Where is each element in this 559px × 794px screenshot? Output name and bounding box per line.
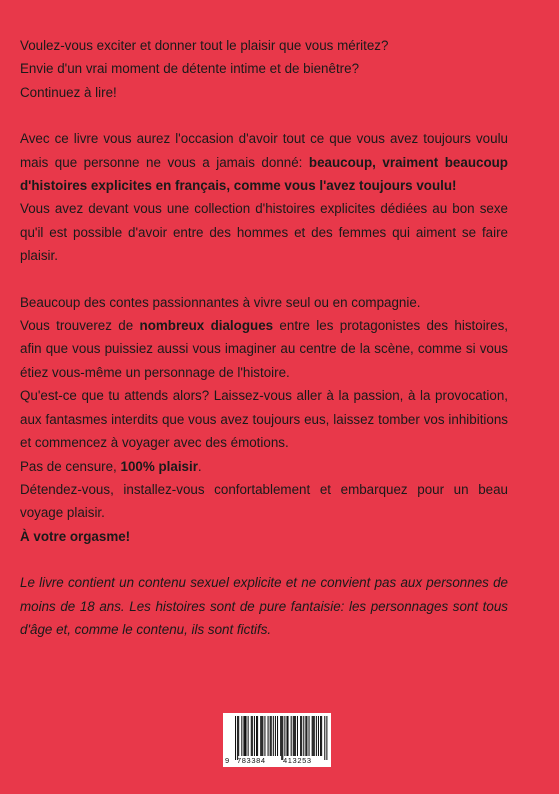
age-disclaimer: Le livre contient un contenu sexuel explicite et ne convient pas aux personnes de moins de 18 ans. Les histoires sont de pure fantaisie: les personnages sont tous d'âge et, comme le contenu, ils sont fictifs. <box>20 575 508 637</box>
collection-paragraph: Vous avez devant vous une collection d'histoires explicites dédiées au bon sexe qu'il est possible d'avoir entre des hommes et des femmes qui aiment se faire plaisir. <box>20 201 508 264</box>
barcode-bar <box>301 716 302 756</box>
barcode-bar <box>277 716 278 756</box>
dialogues-paragraph <box>20 314 508 384</box>
offer-highlight: beaucoup, vraiment beaucoup d'histoires explicites en français, comme vous l'avez toujours voulu! <box>20 154 508 194</box>
barcode-bar <box>254 716 255 756</box>
censure-highlight: 100% plaisir <box>120 458 198 474</box>
barcode-bar <box>284 716 285 756</box>
barcode-bar <box>288 716 289 756</box>
barcode-bar <box>237 716 238 760</box>
barcode-bar <box>320 716 321 756</box>
barcode-bar <box>303 716 304 756</box>
censure-text-a: Pas de censure, <box>20 458 121 474</box>
barcode-bar <box>316 716 317 756</box>
barcode-bar <box>257 716 258 756</box>
barcode-bar <box>321 716 322 756</box>
barcode-bar <box>256 716 257 756</box>
barcode-bar <box>309 716 310 756</box>
barcode-bar <box>268 716 269 756</box>
barcode-bar <box>293 716 294 756</box>
closing-highlight: À votre orgasme! <box>20 528 131 544</box>
barcode-bar <box>324 716 325 760</box>
dialogues-text-a: Vous trouverez de <box>20 318 140 334</box>
barcode-bar <box>273 716 274 756</box>
barcode-bar <box>280 716 281 756</box>
offer-text: Avec ce livre vous aurez l'occasion d'avoir tout ce que vous avez toujours voulu mais que personne ne vous a jamais donné: <box>20 131 508 170</box>
barcode-bar <box>326 716 327 760</box>
barcode-bar <box>251 716 252 756</box>
barcode-bar <box>264 716 265 756</box>
censure-paragraph <box>20 455 508 478</box>
barcode-bar <box>241 716 242 756</box>
barcode-bar <box>248 716 249 756</box>
barcode-bar <box>314 716 315 756</box>
barcode-bar <box>252 716 253 756</box>
barcode-bar <box>238 716 239 756</box>
barcode-bar <box>270 716 271 756</box>
barcode-bar <box>312 716 313 756</box>
relax-paragraph: Détendez-vous, installez-vous confortablement et embarquez pour un beau voyage plaisir. <box>20 481 508 521</box>
barcode-bar <box>295 716 296 756</box>
barcode-bar <box>294 716 295 756</box>
barcode-bar <box>306 716 307 756</box>
barcode-bar <box>271 716 272 756</box>
offer-paragraph <box>20 127 508 197</box>
passion-paragraph: Qu'est-ce que tu attends alors? Laissez-vous aller à la passion, à la provocation, aux fantasmes interdits que vous avez toujours eus, laissez tomber vos inhibitions et commencez à voyager avec des émotions. <box>20 388 508 451</box>
intro-line-2: Envie d'un vrai moment de détente intime et de bienêtre? <box>20 61 360 77</box>
censure-text-b: . <box>197 458 202 474</box>
barcode-bar <box>318 716 319 756</box>
back-cover-text <box>20 34 508 641</box>
barcode-bar <box>291 716 292 756</box>
barcode-bar <box>244 716 245 756</box>
barcode-bar <box>300 716 301 756</box>
barcode-bar <box>246 716 247 756</box>
intro-line-1: Voulez-vous exciter et donner tout le plaisir que vous méritez? <box>20 38 389 53</box>
barcode-bar <box>313 716 314 756</box>
barcode-bar <box>286 716 287 756</box>
barcode-bar <box>297 716 298 756</box>
barcode-bar <box>243 716 244 756</box>
stories-paragraph: Beaucoup des contes passionnantes à vivre seul ou en compagnie. <box>20 294 421 310</box>
isbn-barcode <box>223 713 331 767</box>
intro-line-3: Continuez à lire! <box>20 84 117 100</box>
barcode-bar <box>235 716 236 760</box>
barcode-bar <box>260 716 261 756</box>
barcode-bar <box>261 716 262 756</box>
barcode-right-group: 413253 <box>283 756 312 765</box>
closing-line <box>20 525 508 548</box>
dialogues-highlight: nombreux dialogues <box>139 318 274 334</box>
dialogues-text-b: entre les protagonistes des histoires, afin que vous puissiez aussi vous imaginer au centre de la scène, comme si vous étiez vous-même un personnage de l'histoire. <box>20 318 509 380</box>
barcode-bar <box>275 716 276 756</box>
barcode-left-group: 783384 <box>237 756 266 765</box>
barcode-bar <box>282 716 283 760</box>
barcode-bar <box>305 716 306 756</box>
barcode-lead-digit: 9 <box>225 756 230 765</box>
barcode-bar <box>281 716 282 760</box>
barcode-bar <box>262 716 263 756</box>
